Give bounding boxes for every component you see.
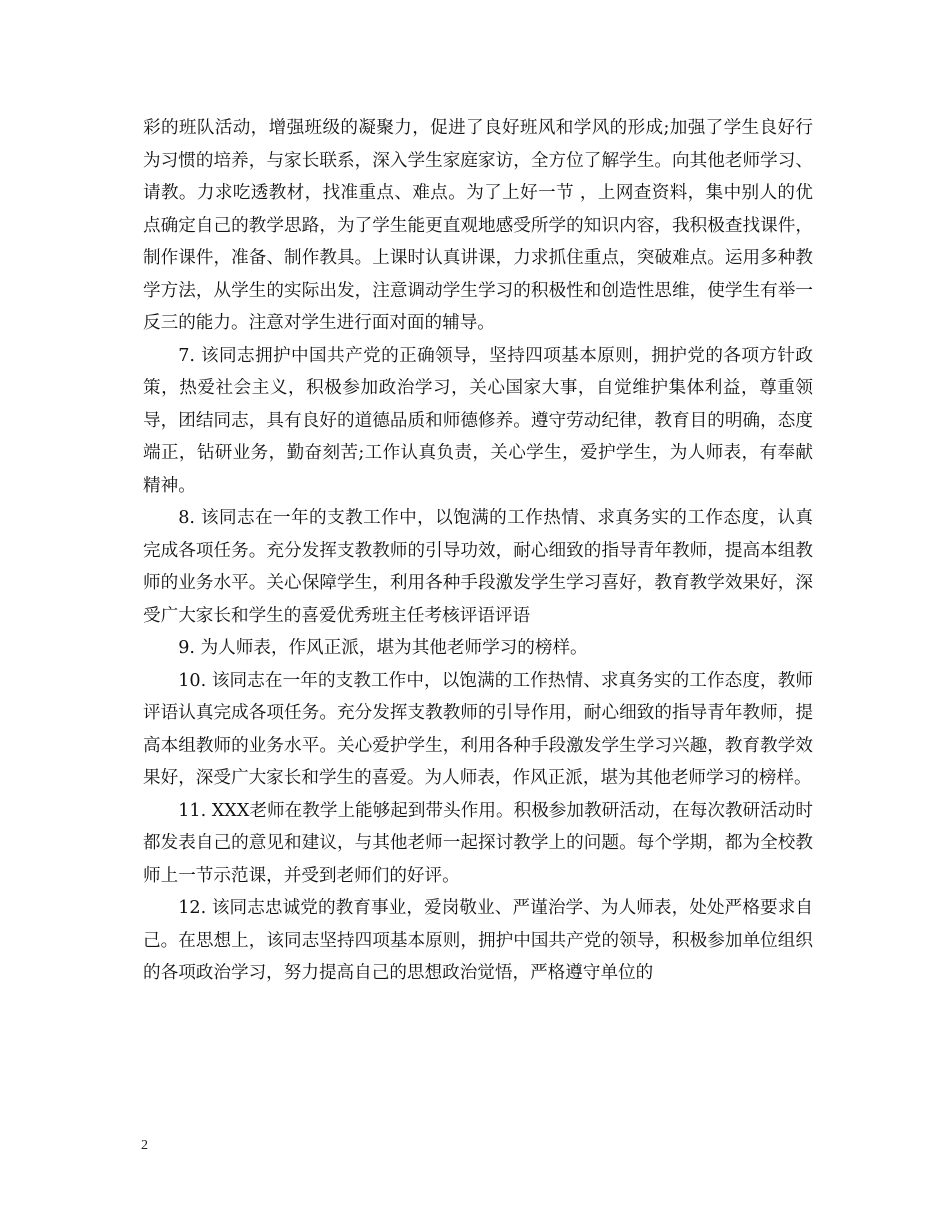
document-body <box>143 112 813 990</box>
paragraph-item-8: 8. 该同志在一年的支教工作中，以饱满的工作热情、求真务实的工作态度，认真完成各项任务。充分发挥支教教师的引导功效，耐心细致的指导青年教师，提高本组教师的业务水平。关心保障学生，利用各种手段激发学生学习喜好，教育教学效果好，深受广大家长和学生的喜爱优秀班主任考核评语评语 <box>143 508 813 626</box>
paragraph-item-7: 7. 该同志拥护中国共产党的正确领导，坚持四项基本原则，拥护党的各项方针政策，热爱社会主义，积极参加政治学习，关心国家大事，自觉维护集体利益，尊重领导，团结同志，具有良好的道德品质和师德修养。遵守劳动纪律，教育目的明确，态度端正，钻研业务，勤奋刻苦;工作认真负责，关心学生，爱护学生，为人师表，有奉献精神。 <box>143 345 813 496</box>
paragraph-continuation: 彩的班队活动，增强班级的凝聚力，促进了良好班风和学风的形成;加强了学生良好行为习惯的培养，与家长联系，深入学生家庭家访，全方位了解学生。向其他老师学习、请教。力求吃透教材，找准重点、难点。为了上好一节 ，上网查资料，集中别人的优点确定自己的教学思路，为了学生能更直观地感受所学的知识内容，我积极查找课件，制作课件，准备、制作教具。上课时认真讲课，力求抓住重点，突破难点。运用多种教学方法，从学生的实际出发，注意调动学生学习的积极性和创造性思维，使学生有举一反三的能力。注意对学生进行面对面的辅导。 <box>143 118 813 333</box>
paragraph-item-9: 9. 为人师表，作风正派，堪为其他老师学习的榜样。 <box>178 638 588 658</box>
page-number: 2 <box>141 1138 148 1153</box>
paragraph-item-12: 12. 该同志忠诚党的教育事业，爱岗敬业、严谨治学、为人师表，处处严格要求自己。在思想上，该同志坚持四项基本原则，拥护中国共产党的领导，积极参加单位组织的各项政治学习，努力提高自己的思想政治觉悟，严格遵守单位的 <box>143 898 813 983</box>
paragraph-item-11: 11. XXX老师在教学上能够起到带头作用。积极参加教研活动，在每次教研活动时都发表自己的意见和建议，与其他老师一起探讨教学上的问题。每个学期，都为全校教师上一节示范课，并受到老师们的好评。 <box>143 800 813 886</box>
paragraph-item-10: 10. 该同志在一年的支教工作中，以饱满的工作热情、求真务实的工作态度，教师评语认真完成各项任务。充分发挥支教教师的引导作用，耐心细致的指导青年教师，提高本组教师的业务水平。关心爱护学生，利用各种手段激发学生学习兴趣，教育教学效果好，深受广大家长和学生的喜爱。为人师表，作风正派，堪为其他老师学习的榜样。 <box>143 670 813 788</box>
